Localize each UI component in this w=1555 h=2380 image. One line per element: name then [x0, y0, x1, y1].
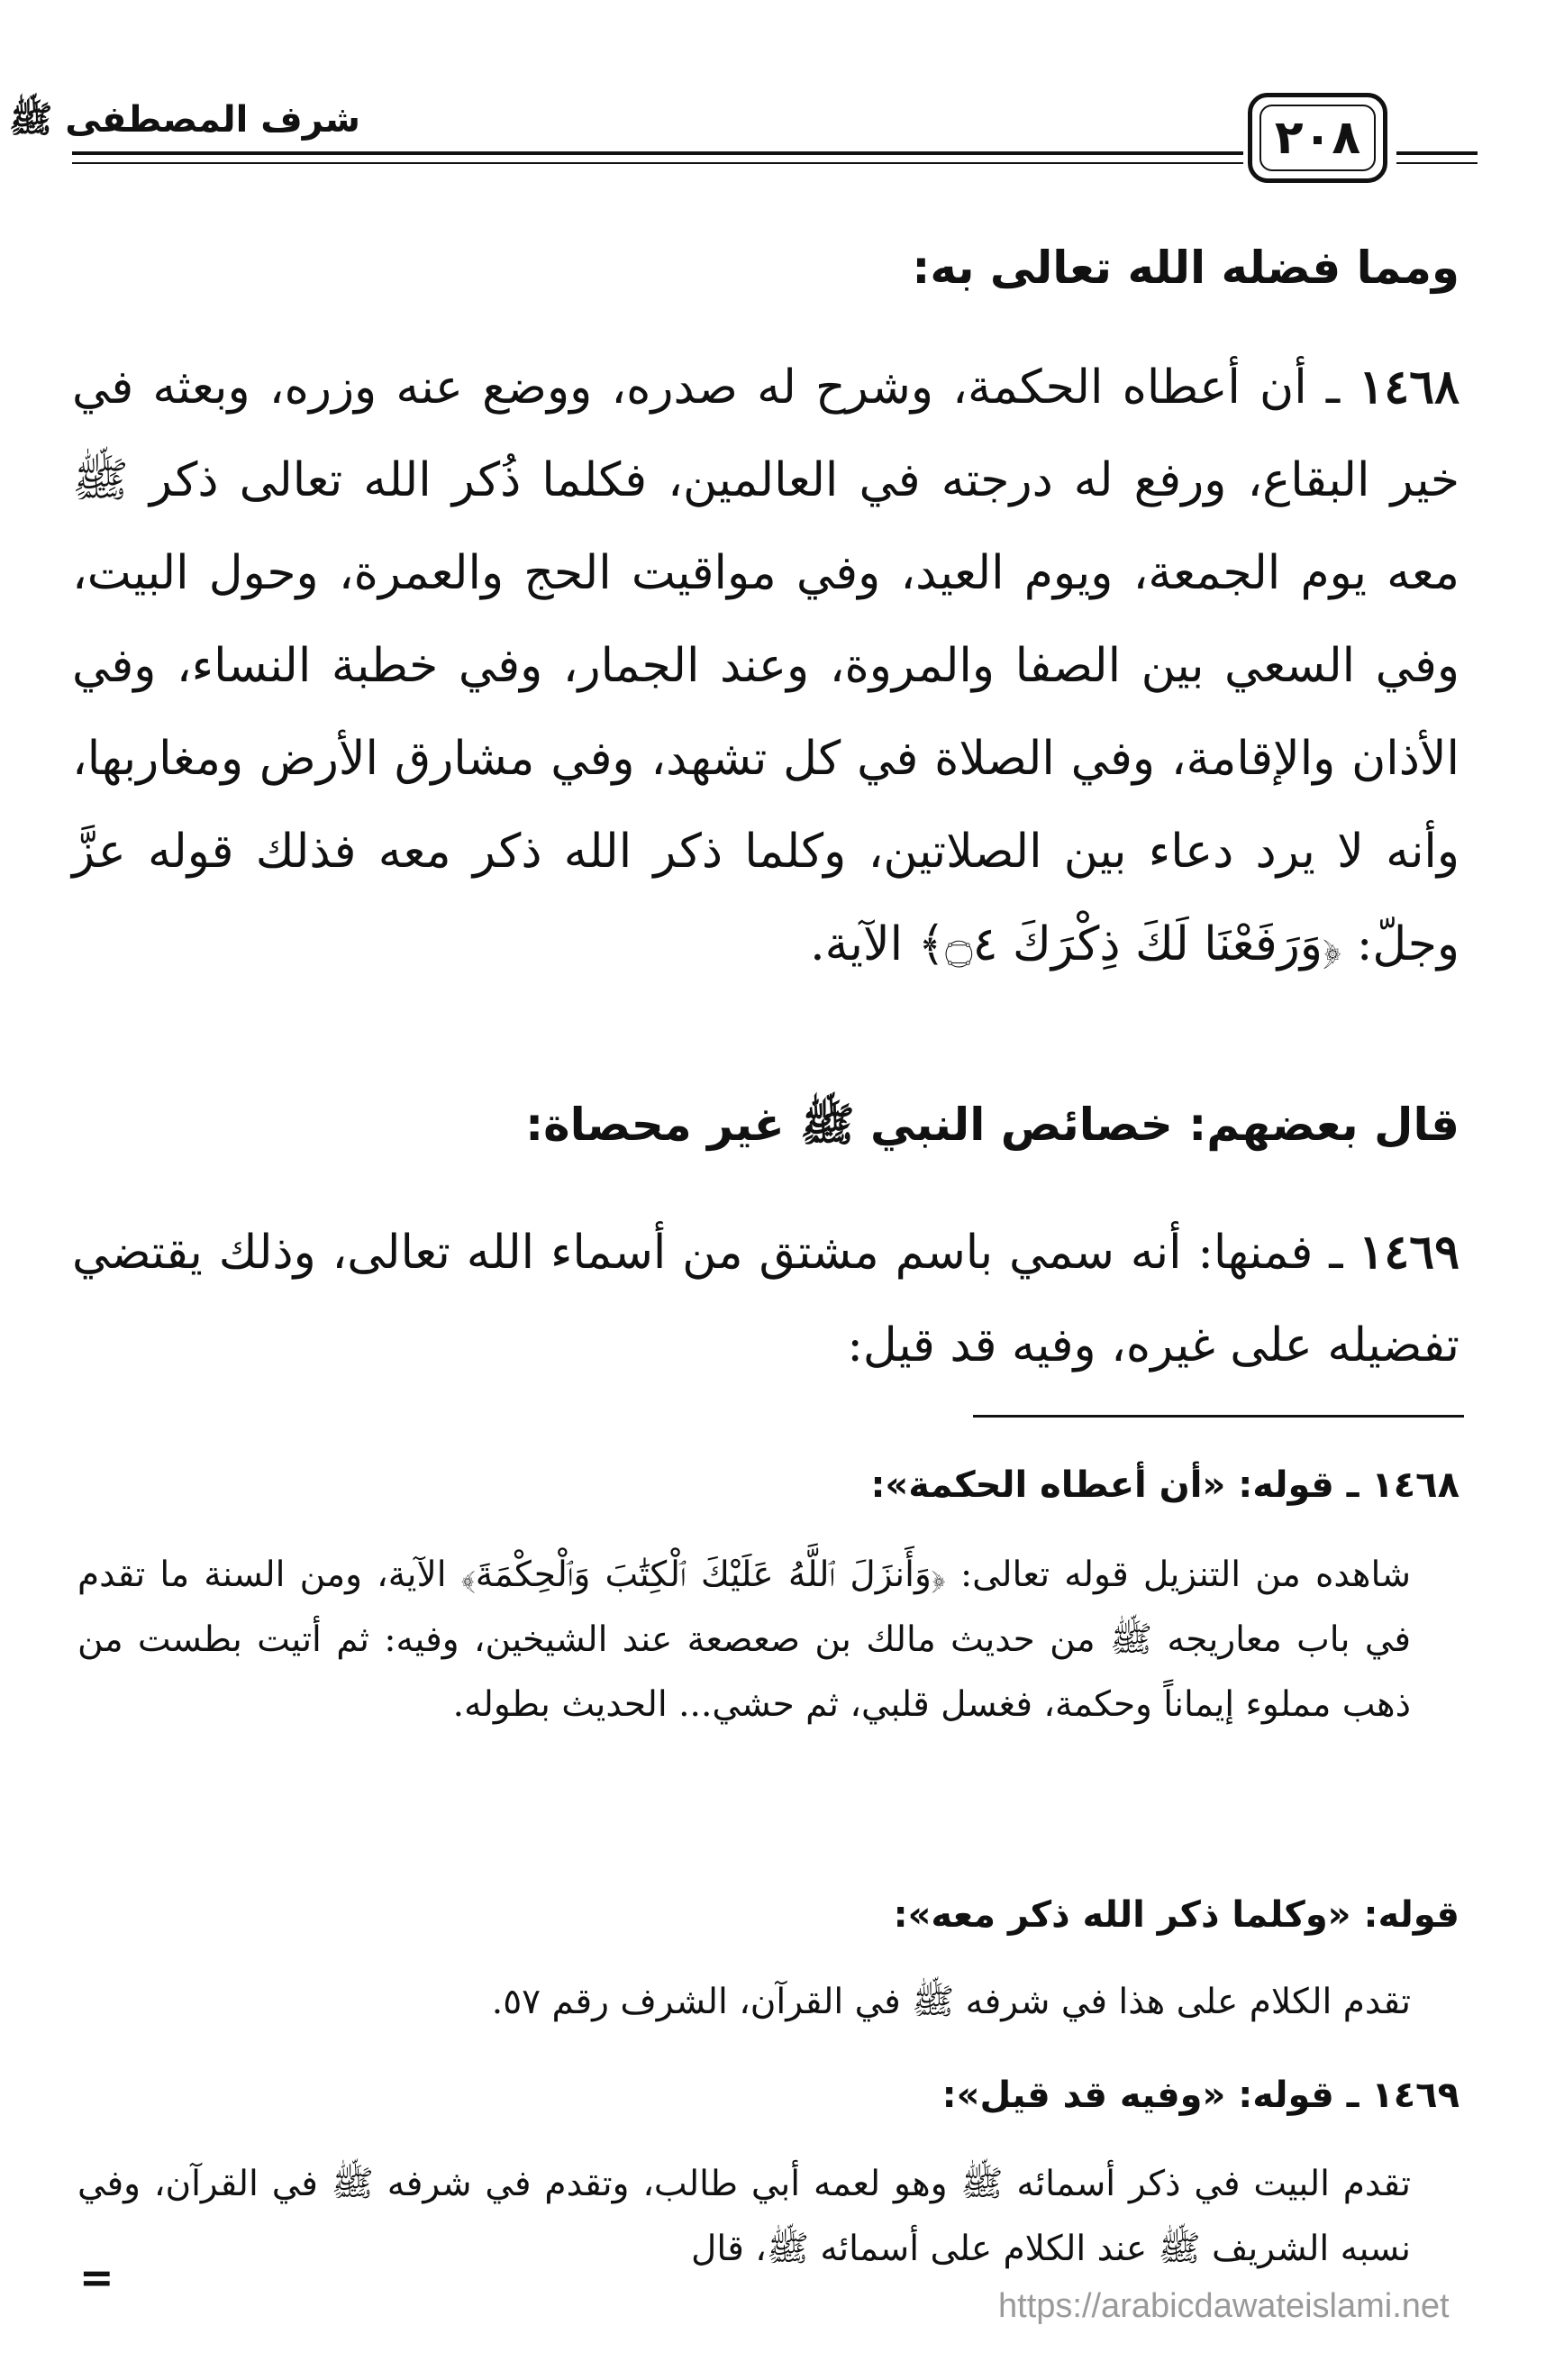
footnote-heading: ١٤٦٨ ـ قوله: «أن أعطاه الحكمة»: — [870, 1464, 1460, 1506]
paragraph-number: ١٤٦٨ — [1359, 360, 1460, 415]
footnote-text: شاهده من التنزيل قوله تعالى: ﴿وَأَنزَلَ ٱللَّهُ عَلَيْكَ ٱلْكِتَٰبَ وَٱلْحِكْمَةَ﴾ الآية، ومن السنة ما تقدم في باب معاريجه ﷺ من حديث مالك بن صعصعة عند الشيخين، وفيه: ثم أتيت بطست من ذهب مملوء إيماناً وحكمة، فغسل قلبي، ثم حشي... الحديث بطوله. — [77, 1555, 1411, 1725]
continuation-mark: = — [79, 2253, 114, 2302]
footnote-heading: قوله: «وكلما ذكر الله ذكر معه»: — [893, 1894, 1460, 1936]
paragraph-text: ـ أن أعطاه الحكمة، وشرح له صدره، ووضع عنه وزره، وبعثه في خير البقاع، ورفع له درجته في العالمين، فكلما ذُكر الله تعالى ذكر ﷺ معه يوم الجمعة، ويوم العيد، وفي مواقيت الحج والعمرة، وحول البيت، وفي السعي بين الصفا والمروة، وعند الجمار، وفي خطبة النساء، وفي الأذان والإقامة، وفي الصلاة في كل تشهد، وفي مشارق الأرض ومغاربها، وأنه لا يرد دعاء بين الصلاتين، وكلما ذكر الله ذكر معه فذلك قوله عزَّ وجلّ: ﴿وَرَفَعْنَا لَكَ ذِكْرَكَ ۝٤﴾ الآية. — [72, 360, 1460, 971]
header-rule — [72, 151, 1243, 155]
paragraph-text: ـ فمنها: أنه سمي باسم مشتق من أسماء الله تعالى، وذلك يقتضي تفضيله على غيره، وفيه قد قيل: — [72, 1226, 1460, 1372]
footnote-separator — [973, 1415, 1464, 1418]
footnote-text: تقدم البيت في ذكر أسمائه ﷺ وهو لعمه أبي طالب، وتقدم في شرفه ﷺ في القرآن، وفي نسبه الشريف ﷺ عند الكلام على أسمائه ﷺ، قال — [77, 2164, 1411, 2269]
footnote-text: تقدم الكلام على هذا في شرفه ﷺ في القرآن، الشرف رقم ٥٧. — [491, 1982, 1411, 2022]
footnote-heading: ١٤٦٩ ـ قوله: «وفيه قد قيل»: — [941, 2075, 1460, 2116]
header-rule-tail — [1396, 151, 1478, 155]
header-rule-tail-thin — [1396, 162, 1478, 164]
page-number: ٢٠٨ — [1274, 111, 1361, 165]
header-rule-thin — [72, 162, 1243, 164]
section-heading: قال بعضهم: خصائص النبي ﷺ غير محصاة: — [525, 1099, 1460, 1151]
paragraph-1469 — [72, 1206, 1460, 1392]
watermark-url: https://arabicdawateislami.net — [998, 2287, 1450, 2325]
running-header-title: شرف المصطفى ﷺ — [8, 99, 360, 141]
section-intro: ومما فضله الله تعالى به: — [912, 242, 1460, 294]
paragraph-number: ١٤٦٩ — [1359, 1225, 1460, 1280]
page-number-frame — [1248, 93, 1387, 183]
paragraph-1468 — [72, 341, 1460, 991]
